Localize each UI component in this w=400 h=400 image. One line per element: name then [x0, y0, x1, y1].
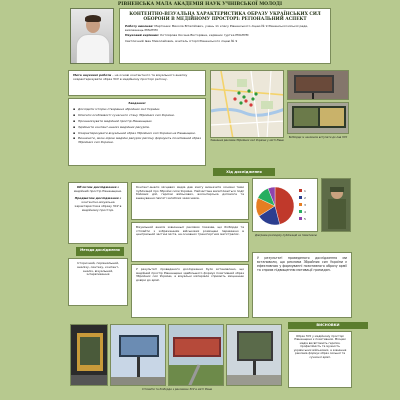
author-photo — [70, 8, 114, 64]
pie-chart — [252, 178, 318, 232]
bottom-photo-1 — [70, 324, 108, 386]
goal-text: – на основі контентного та візуального аналізу охарактеризувати образ ЗСУ в медійному просторі регіону. — [73, 73, 188, 81]
bottom-svg-1 — [71, 325, 108, 386]
photo-right-caption: Білборди із закликом вступати до лав ЗСУ — [288, 136, 348, 139]
legend-swatch — [299, 210, 302, 213]
pie-svg — [253, 179, 318, 232]
supervisor-value: Котлярова Оксана Вікторівна, керівник гуртка РМАНУМ — [160, 33, 249, 38]
task-item: ▪ Визначити, якою мірою медійні ресурси регіону формують позитивний образ Збройних сил України. — [73, 137, 201, 145]
task-item: ▪ Проаналізувати медійний простір Рівненщини. — [73, 120, 201, 124]
bottom-photos-caption: Сітілайти та білборди з рекламою ЗСУ в місті Рівне — [141, 388, 213, 391]
task-item: ▪ Охарактеризувати візуальний образ Збройних сил України на Рівненщині. — [73, 132, 201, 136]
poster-title: КОНТЕНТНО-ВІЗУАЛЬНА ХАРАКТЕРИСТИКА ОБРАЗУ УКРАЇНСЬКИХ СИЛ ОБОРОНИ В МЕДІЙНОМУ ПРОСТОРІ: РЕГІОНАЛЬНИЙ АСПЕКТ — [129, 12, 321, 23]
legend-swatch — [299, 203, 302, 206]
methods-panel — [68, 258, 128, 306]
goal-label: Мета наукової роботи — [73, 73, 112, 77]
methods-title: Методи дослідження — [76, 247, 124, 256]
result-text: У результаті проведеного дослідження ми встановили, що реклама Збройних сил України є ефективною у формуванні позитивного образу армії та сприяє підвищенню мотивації громадян. — [252, 252, 352, 318]
object-panel — [68, 182, 128, 244]
legend-label: 4 — [304, 209, 306, 214]
research-text-1: Контент-аналіз місцевих медіа дав змогу визначити основні теми публікацій про Збройні сили України. Найчастіше висвітлюються події бойових дій, героїзм військових, волонтерська допомога та вшанування пам'яті загиблих захисників. — [131, 182, 249, 220]
billboard-svg-2 — [288, 103, 349, 134]
section-title: Хід дослідження — [213, 168, 275, 176]
photo-shirt — [76, 34, 110, 64]
bottom-photo-2 — [110, 324, 166, 386]
subject-text: є контентно-візуальна характеристика образу ЗСУ в медійному просторі. — [74, 196, 122, 212]
legend-label: 1 — [304, 188, 306, 193]
author-label: Роботу виконав: — [125, 24, 154, 29]
tasks-panel — [68, 98, 206, 166]
billboard-photo-1 — [287, 70, 349, 100]
tasks-list — [73, 108, 201, 145]
author-line — [125, 25, 325, 33]
billboard-photo-2 — [287, 102, 349, 134]
legend-label: 2 — [304, 195, 306, 200]
billboard-svg-1 — [288, 71, 349, 100]
task-item: ▪ Дослідити історію створення збройних сил України. — [73, 108, 201, 112]
author-value: Мартинюк Микола Віталійович, учень 11 класу Рівненського ліцею № 9 Рівненської міської ради, вихованець РМАНУМ — [125, 24, 309, 33]
bottom-photo-3 — [168, 324, 224, 386]
tasks-heading: Завдання: — [128, 101, 146, 105]
photo-hair — [85, 15, 101, 22]
legend-swatch — [299, 217, 302, 220]
soldier-svg — [322, 179, 351, 232]
header-box — [119, 8, 331, 64]
task-item: ▪ Описати особливості сучасного стану Збройних сил України. — [73, 114, 201, 118]
bottom-svg-4 — [227, 325, 282, 386]
bottom-svg-2 — [111, 325, 166, 386]
legend-swatch — [299, 196, 302, 199]
task-item: ▪ Здійснити контент-аналіз медійних ресурсів. — [73, 126, 201, 130]
object-label: Об'єктом дослідження — [76, 185, 117, 189]
legend-label: 3 — [304, 202, 306, 207]
bottom-photo-4 — [226, 324, 282, 386]
map-caption: Зовнішня реклама Збройних сил України у місті Рівне — [210, 139, 284, 142]
conclusions-text: Образ ЗСУ у медійному просторі Рівненщини є позитивним. Місцеві медіа висвітлюють героїзм, професійність та мужність українських військових, а зовнішня реклама формує образ сильної та сучасної армії. — [288, 331, 352, 388]
methods-text: Історичний, порівняльний, аналізу, синтезу, контент-аналіз, візуальний, інтерв'ювання — [76, 261, 120, 277]
research-text-2: Візуальний аналіз зовнішньої реклами показав, що білборди та сітілайти з зображенням військових розміщені переважно в центральній частині міста, на основних транспортних магістралях. — [131, 222, 249, 262]
legend-label: 5 — [304, 216, 306, 221]
supervisor-line — [125, 34, 325, 38]
research-text-3: У результаті проведеного дослідження було встановлено, що медійний простір Рівненщини здебільшого формує позитивний образ Збройних сил України, а візуальні матеріали сприяють зміцненню довіри до армії. — [131, 264, 249, 318]
soldier-photo — [321, 178, 351, 232]
supervisor2-line: Свєтличний Іван Миколайович, вчитель історії Рівненського ліцею № 9 — [125, 38, 238, 43]
goal-panel — [68, 70, 206, 96]
academy-name: РІВНЕНСЬКА МАЛА АКАДЕМІЯ НАУК УЧНІВСЬКОЇ МОЛОДІ — [117, 2, 283, 7]
city-map — [210, 70, 284, 138]
bottom-svg-3 — [169, 325, 224, 386]
legend-swatch — [299, 189, 302, 192]
supervisor-label: Науковий керівник: — [125, 33, 160, 38]
conclusions-title: ВИСНОВКИ — [288, 322, 368, 329]
object-text: є медійний простір Рівненщини. — [73, 185, 123, 193]
subject-label: Предметом дослідження — [74, 196, 119, 201]
map-svg — [211, 71, 284, 138]
chart-caption: Діаграма розподілу публікацій за тематикою — [254, 234, 318, 237]
